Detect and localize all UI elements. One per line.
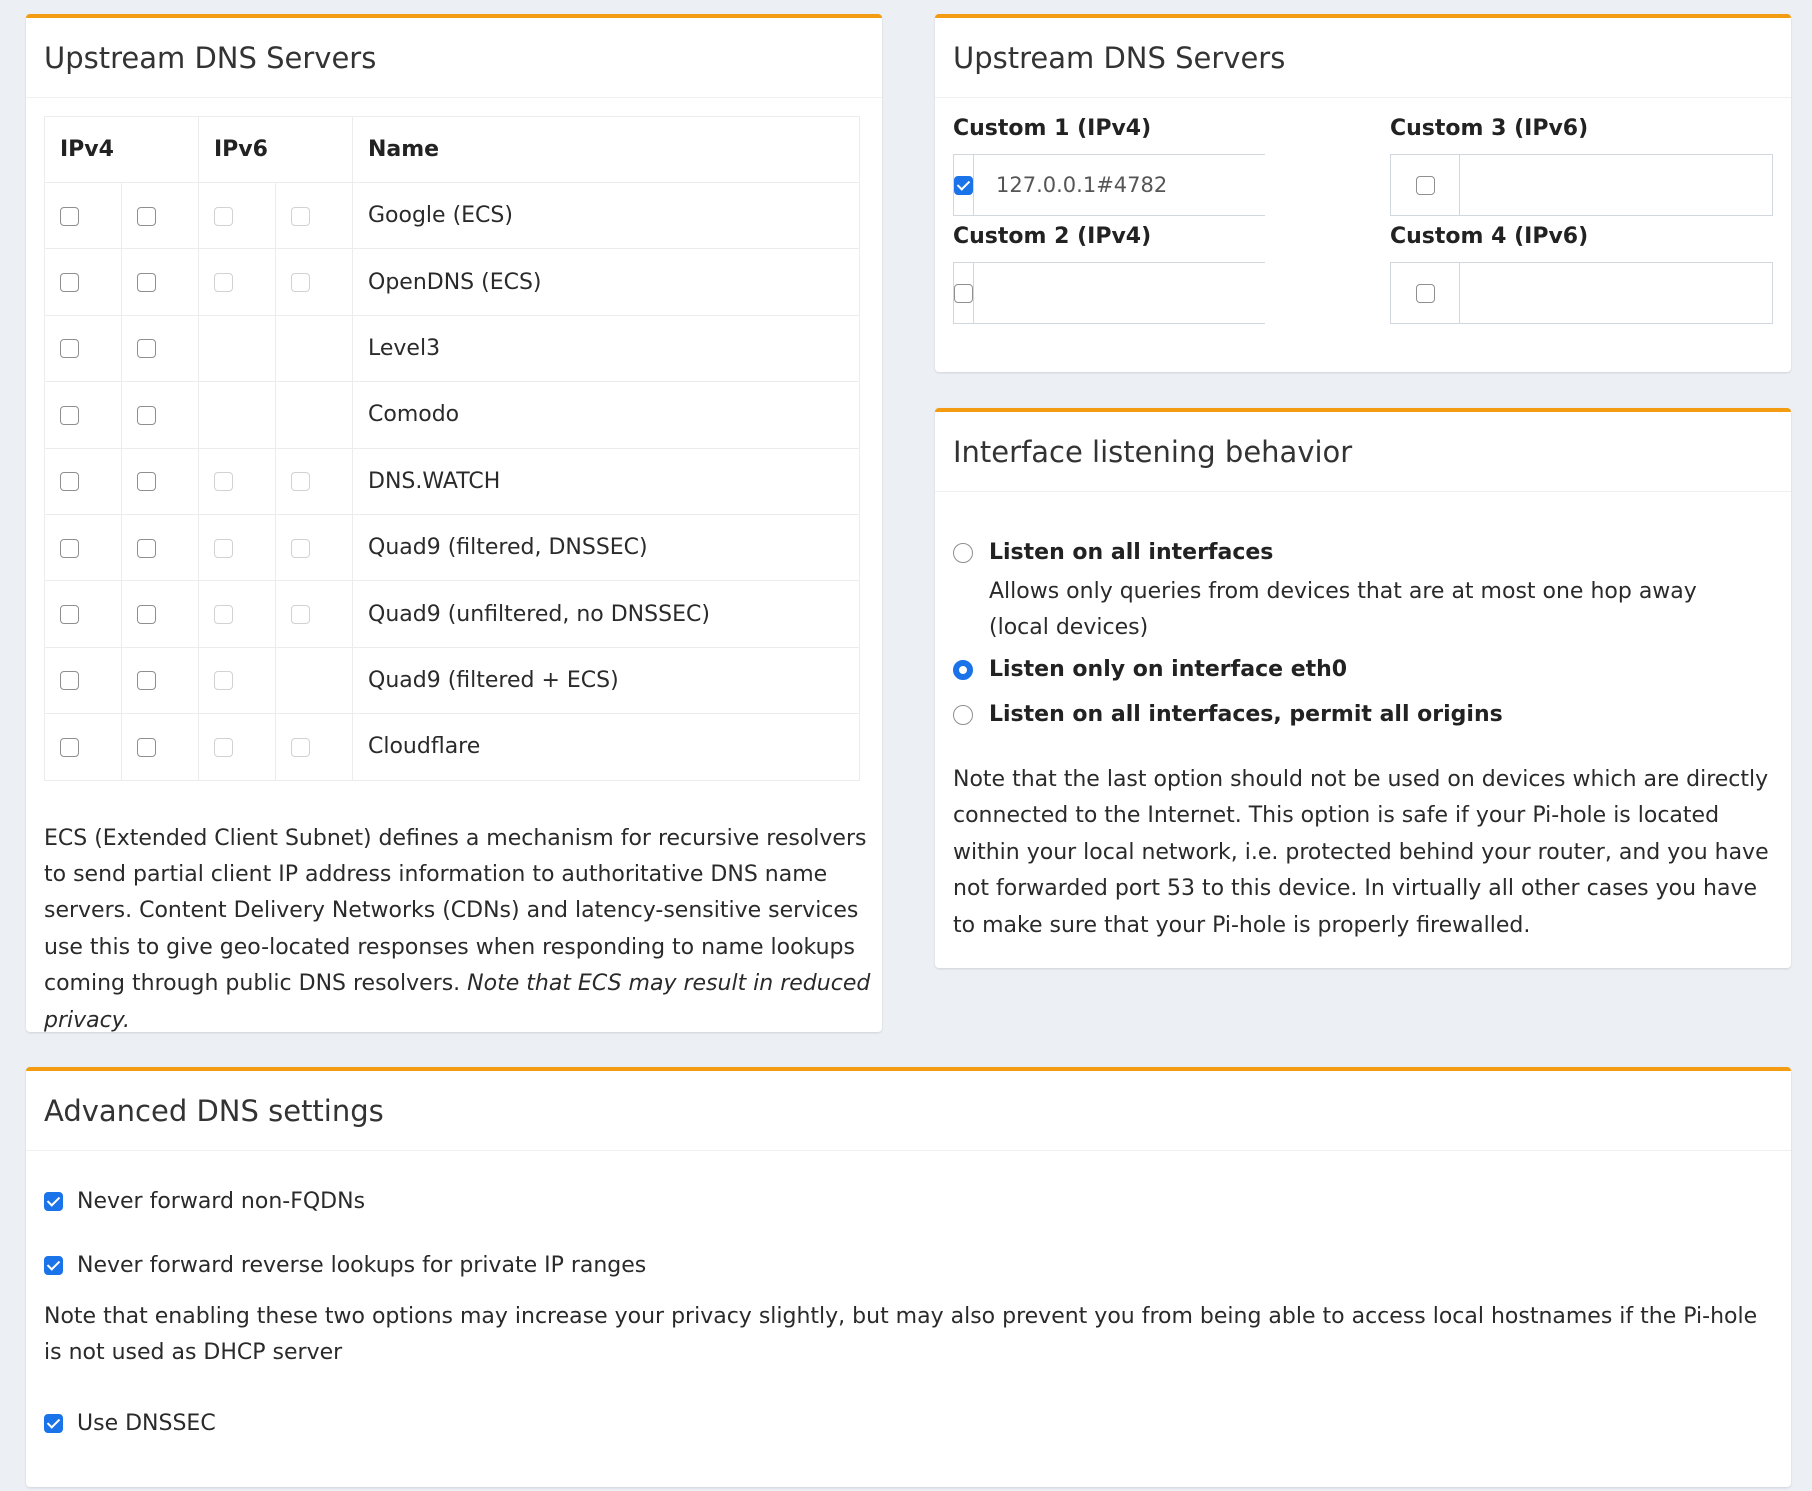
table-row [45,514,860,580]
listen-permit-label: Listen on all interfaces, permit all origins [989,702,1503,727]
upstream-servers-header [26,18,882,98]
panel-title: Upstream DNS Servers [953,40,1286,75]
custom4-label: Custom 4 (IPv6) [1390,224,1589,249]
custom1-field [953,154,1265,216]
table-row [45,448,860,514]
ipv4-checkbox[interactable] [60,339,79,358]
panel-title: Upstream DNS Servers [44,40,377,75]
interface-panel [935,408,1791,968]
panel-title: Advanced DNS settings [44,1093,384,1128]
ecs-note-text: ECS (Extended Client Subnet) defines a mechanism for recursive resolvers to send partial client IP address information to authoritative DNS name servers. Content Delivery Networks (CDNs) and latency-sensitive services use this to give geo-located responses when responding to name lookups coming through public DNS resolvers. [44,825,867,997]
fqdn-checkbox[interactable] [44,1192,63,1211]
ipv6-checkbox [214,472,233,491]
ecs-note [44,821,874,1039]
table-row [45,714,860,780]
listen-all-option[interactable] [953,540,1273,565]
interface-header [935,412,1791,492]
ipv6-checkbox [291,207,310,226]
listen-permit-option[interactable] [953,702,1503,727]
custom-upstream-panel [935,14,1791,372]
ipv4-checkbox[interactable] [137,671,156,690]
custom3-checkbox[interactable] [1416,176,1435,195]
advanced-note: Note that enabling these two options may increase your privacy slightly, but may also prevent you from being able to access local hostnames if the Pi-hole is not used as DHCP server [44,1304,1758,1366]
fqdn-label: Never forward non-FQDNs [77,1189,366,1214]
upstream-servers-panel [26,14,882,1032]
dnssec-option[interactable] [44,1411,216,1436]
ipv6-checkbox [214,539,233,558]
custom2-checkbox[interactable] [954,284,973,303]
listen-eth0-label: Listen only on interface eth0 [989,657,1348,682]
server-name: Quad9 (filtered, DNSSEC) [353,514,860,580]
ecs-note-italic: Note that ECS may result in reduced privacy. [44,971,871,1033]
panel-title: Interface listening behavior [953,434,1353,469]
server-name: Comodo [353,382,860,448]
server-name: DNS.WATCH [353,448,860,514]
custom2-label: Custom 2 (IPv4) [953,224,1152,249]
reverse-lookup-label: Never forward reverse lookups for private IP ranges [77,1253,647,1278]
listen-all-description: Allows only queries from devices that are at most one hop away (local devices) [989,579,1697,640]
listen-all-radio[interactable] [953,543,973,563]
custom3-input[interactable] [1460,155,1772,215]
ipv4-checkbox[interactable] [60,406,79,425]
custom1-input[interactable] [974,155,1286,215]
interface-note: Note that the last option should not be used on devices which are directly connected to the Internet. This option is safe if your Pi-hole is located within your local network, i.e. protected behind your router, and you have not forwarded port 53 to this device. In virtually all other cases you have to make sure that your Pi-hole is properly firewalled. [953,767,1769,938]
table-row [45,581,860,647]
server-name: Google (ECS) [353,183,860,249]
server-name: Quad9 (unfiltered, no DNSSEC) [353,581,860,647]
ipv6-checkbox [214,738,233,757]
column-header-name: Name [353,117,860,183]
ipv6-checkbox [214,273,233,292]
server-name: OpenDNS (ECS) [353,249,860,315]
table-header-row [45,117,860,183]
ipv6-checkbox [291,738,310,757]
fqdn-option[interactable] [44,1189,365,1214]
server-name: Quad9 (filtered + ECS) [353,647,860,713]
custom3-label: Custom 3 (IPv6) [1390,116,1589,141]
server-name: Cloudflare [353,714,860,780]
ipv4-checkbox[interactable] [137,406,156,425]
column-header-ipv6: IPv6 [199,117,353,183]
ipv4-checkbox[interactable] [60,738,79,757]
dnssec-label: Use DNSSEC [77,1411,216,1436]
server-name: Level3 [353,315,860,381]
custom2-field [953,262,1265,324]
table-row [45,647,860,713]
listen-eth0-radio[interactable] [953,660,973,680]
custom3-field [1390,154,1773,216]
reverse-lookup-checkbox[interactable] [44,1256,63,1275]
ipv4-checkbox[interactable] [137,472,156,491]
ipv4-checkbox[interactable] [60,605,79,624]
custom4-field [1390,262,1773,324]
column-header-ipv4: IPv4 [45,117,199,183]
ipv4-checkbox[interactable] [60,273,79,292]
custom1-checkbox[interactable] [954,176,973,195]
listen-all-label: Listen on all interfaces [989,540,1274,565]
ipv6-checkbox [214,671,233,690]
ipv4-checkbox[interactable] [137,605,156,624]
ipv6-checkbox [291,539,310,558]
ipv4-checkbox[interactable] [60,472,79,491]
ipv6-checkbox [291,605,310,624]
listen-eth0-option[interactable] [953,657,1347,682]
ipv4-checkbox[interactable] [60,539,79,558]
ipv4-checkbox[interactable] [137,539,156,558]
custom4-checkbox[interactable] [1416,284,1435,303]
advanced-dns-panel [26,1067,1791,1487]
reverse-lookup-option[interactable] [44,1253,646,1278]
listen-permit-radio[interactable] [953,705,973,725]
ipv4-checkbox[interactable] [137,339,156,358]
ipv4-checkbox[interactable] [60,207,79,226]
custom-upstream-header [935,18,1791,98]
table-row [45,382,860,448]
ipv6-checkbox [214,605,233,624]
table-row [45,183,860,249]
ipv6-checkbox [214,207,233,226]
dnssec-checkbox[interactable] [44,1414,63,1433]
server-rows [45,183,860,781]
table-row [45,249,860,315]
custom4-input[interactable] [1460,263,1772,323]
custom2-input[interactable] [974,263,1286,323]
ipv6-checkbox [291,472,310,491]
ipv4-checkbox[interactable] [137,207,156,226]
ipv6-checkbox [291,273,310,292]
ipv4-checkbox[interactable] [137,273,156,292]
table-row [45,315,860,381]
ipv4-checkbox[interactable] [60,671,79,690]
upstream-servers-table [44,116,860,781]
ipv4-checkbox[interactable] [137,738,156,757]
advanced-dns-header [26,1071,1791,1151]
custom1-label: Custom 1 (IPv4) [953,116,1152,141]
